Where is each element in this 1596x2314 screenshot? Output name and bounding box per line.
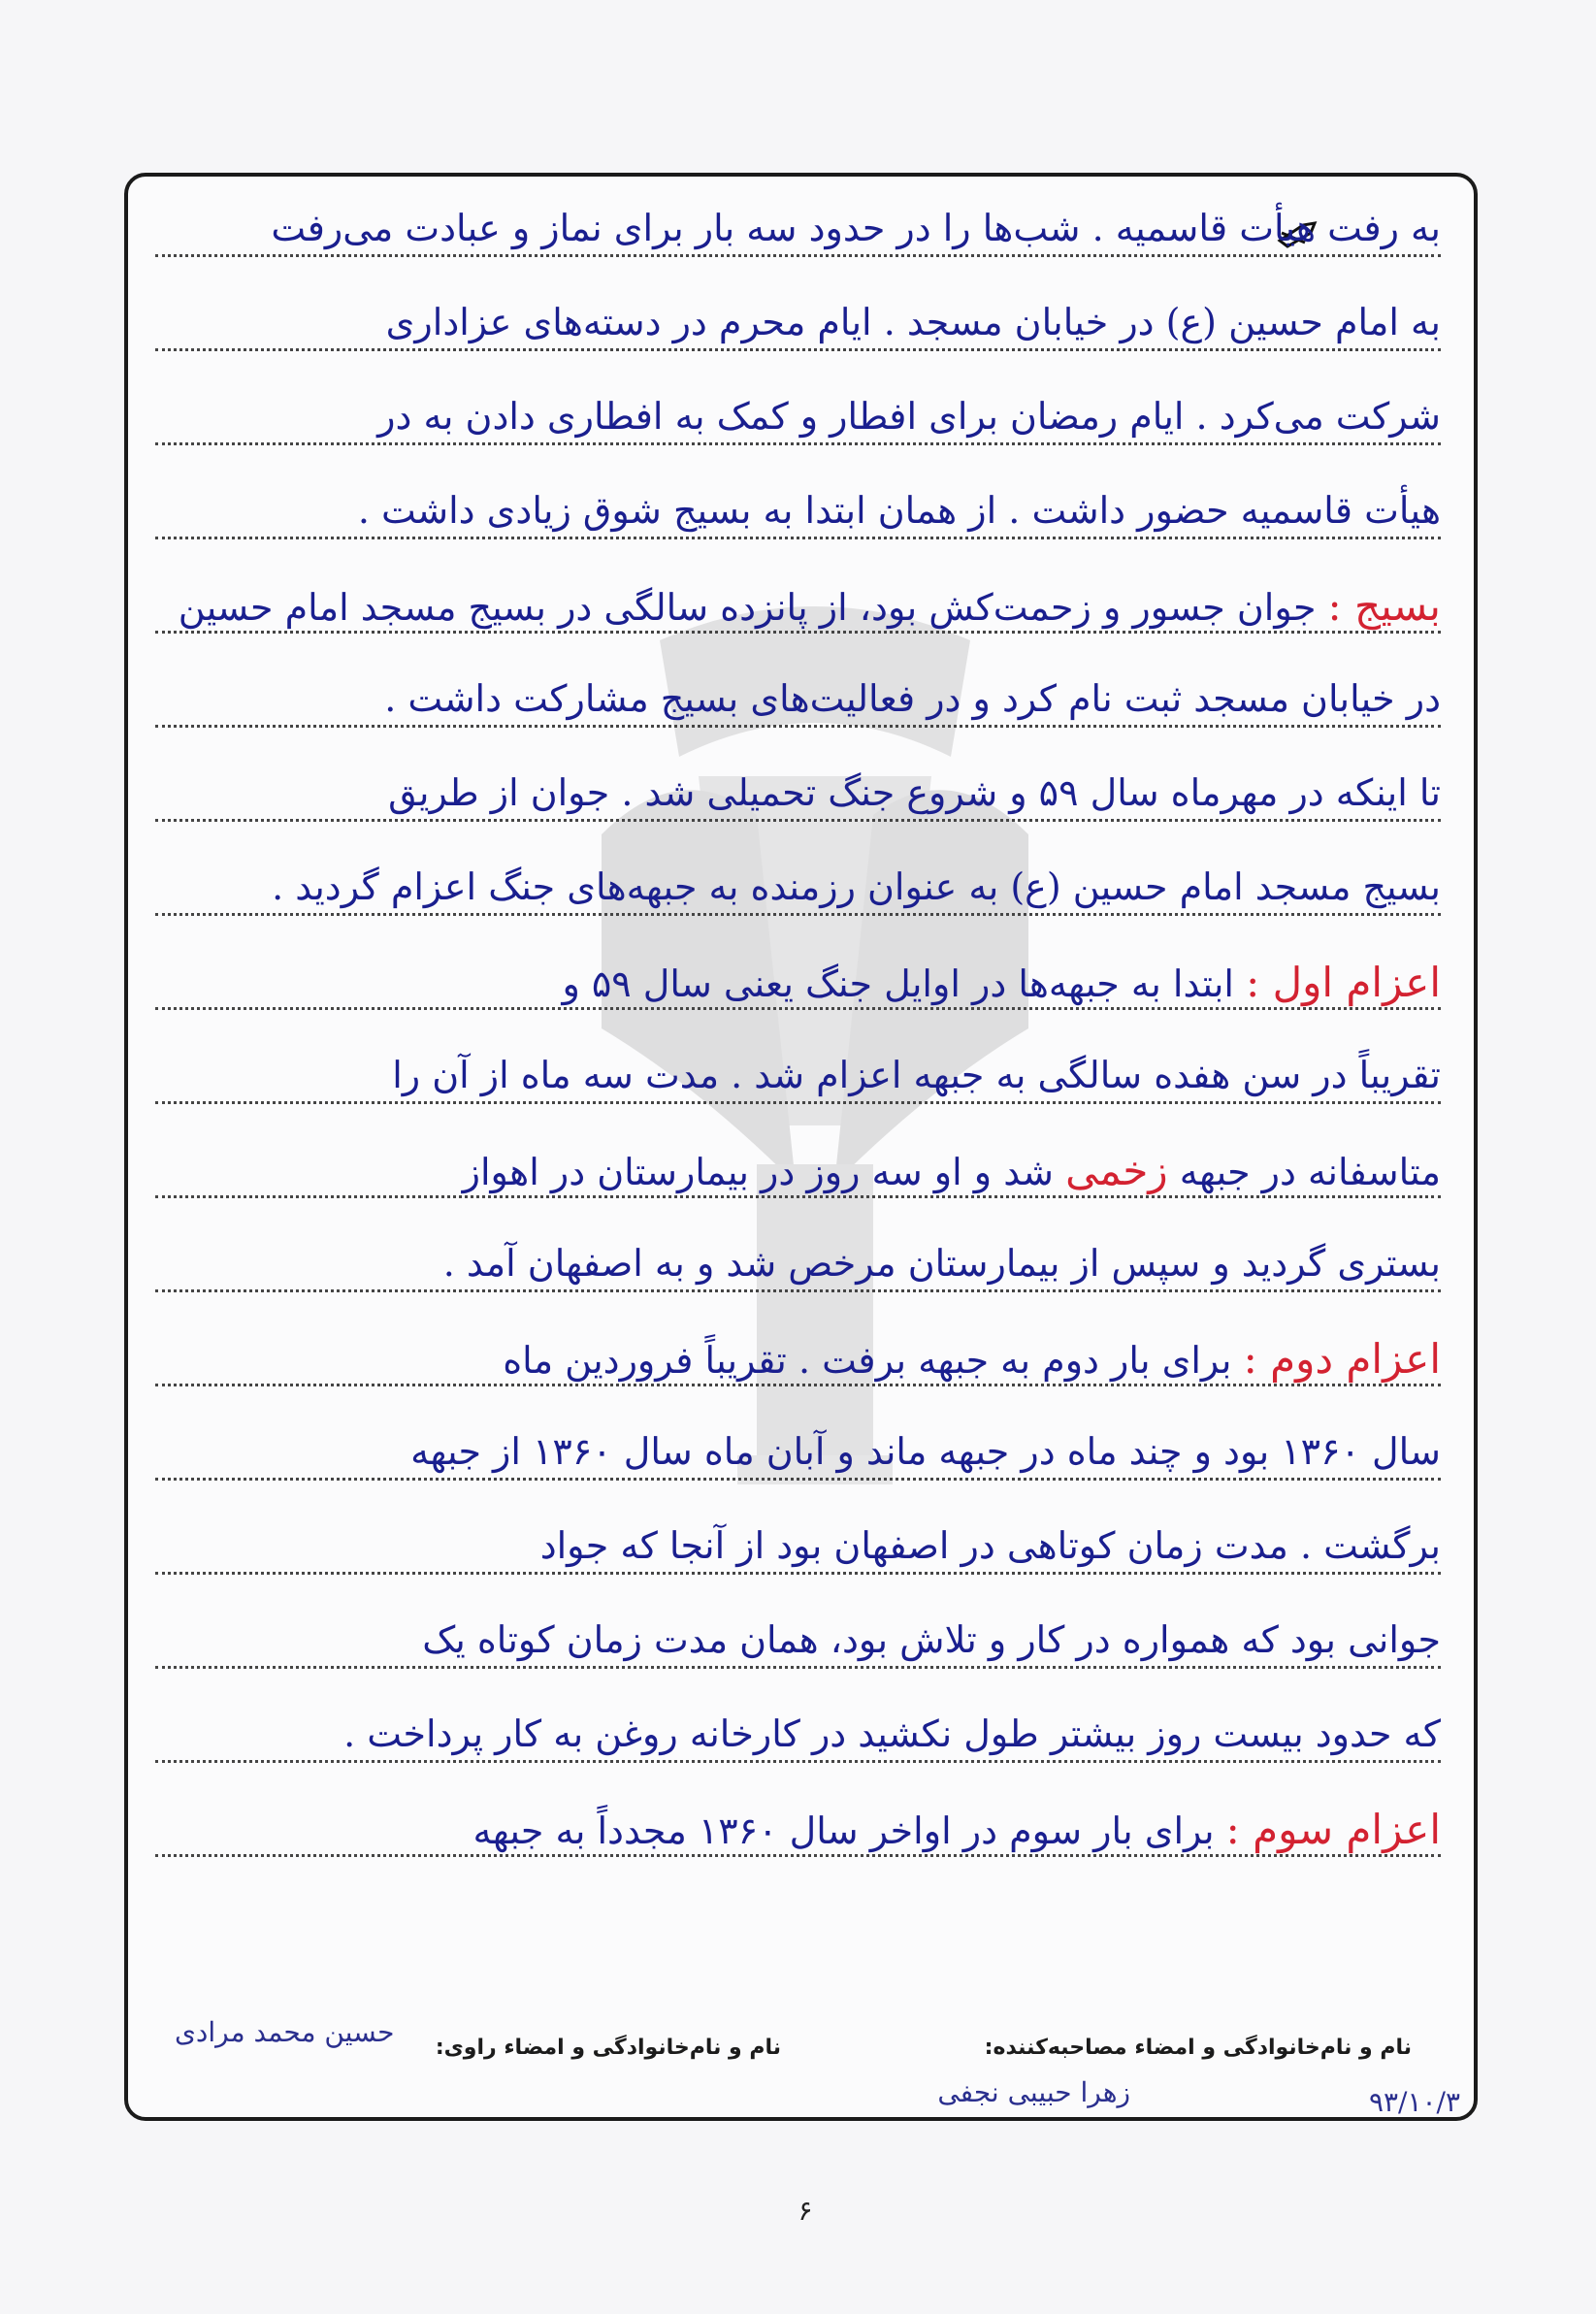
interview-date: ۹۳/۱۰/۳ — [1368, 2086, 1460, 2118]
dotted-rule — [155, 254, 1441, 257]
dotted-rule — [155, 1007, 1441, 1010]
line-text-main: که حدود بیست روز بیشتر طول نکشید در کارخانه روغن به کار پرداخت . — [343, 1712, 1441, 1755]
text-line — [141, 1147, 1441, 1194]
line-text-main: شرکت می‌کرد . ایام رمضان برای افطار و کمک به افطاری دادن به در — [377, 395, 1441, 438]
text-line — [141, 959, 1441, 1006]
text-line — [141, 207, 1441, 249]
text-line — [141, 582, 1441, 630]
line-text-main: بستری گردید و سپس از بیمارستان مرخص شد و به اصفهان آمد . — [442, 1242, 1441, 1285]
line-text-main: سال ۱۳۶۰ بود و چند ماه در جبهه ماند و آبان ماه سال ۱۳۶۰ از جبهه — [410, 1430, 1441, 1473]
line-text-after: شد و او سه روز در بیمارستان در اهواز — [462, 1151, 1054, 1193]
dotted-rule — [155, 1195, 1441, 1198]
line-text-main: برگشت . مدت زمان کوتاهی در اصفهان بود از آنجا که جواد — [539, 1524, 1441, 1567]
dotted-rule — [155, 442, 1441, 445]
line-text-main: تقریباً در سن هفده سالگی به جبهه اعزام شد . مدت سه ماه از آن را — [392, 1054, 1441, 1096]
section-heading: اعزام اول : — [1246, 959, 1441, 1006]
dotted-rule — [155, 1760, 1441, 1763]
line-text-main: به رفت هیأت قاسمیه . شب‌ها را در حدود سه بار برای نماز و عبادت می‌رفت — [271, 207, 1441, 249]
dotted-rule — [155, 1289, 1441, 1292]
text-line — [141, 677, 1441, 720]
dotted-rule — [155, 1572, 1441, 1575]
page-number: ۶ — [798, 2195, 813, 2227]
dotted-rule — [155, 1101, 1441, 1104]
line-text-main: بسیج مسجد امام حسین (ع) به عنوان رزمنده به جبهه‌های جنگ اعزام گردید . — [272, 865, 1441, 908]
line-text-main: به امام حسین (ع) در خیابان مسجد . ایام محرم در دسته‌های عزاداری — [385, 301, 1441, 343]
line-text-main: جوانی بود که همواره در کار و تلاش بود، همان مدت زمان کوتاه یک — [422, 1618, 1441, 1661]
dotted-rule — [155, 1666, 1441, 1669]
text-line — [141, 865, 1441, 908]
dotted-rule — [155, 1384, 1441, 1386]
dotted-rule — [155, 1478, 1441, 1481]
dotted-rule — [155, 913, 1441, 916]
text-line — [141, 1524, 1441, 1567]
narrator-signature: حسین محمد مرادی — [175, 2016, 395, 2048]
section-heading: اعزام سوم : — [1225, 1806, 1441, 1853]
dotted-rule — [155, 537, 1441, 539]
text-line — [141, 1054, 1441, 1096]
dotted-rule — [155, 631, 1441, 634]
text-line — [141, 1618, 1441, 1661]
interviewer-signature: زهرا حبیبی نجفی — [937, 2076, 1130, 2108]
line-text-main: هیأت قاسمیه حضور داشت . از همان ابتدا به بسیج شوق زیادی داشت . — [357, 489, 1441, 532]
text-line — [141, 301, 1441, 343]
interviewer-label: نام و نام‌خانوادگی و امضاء مصاحبه‌کننده: — [984, 2036, 1412, 2060]
line-text-main: برای بار سوم در اواخر سال ۱۳۶۰ مجدداً به جبهه — [472, 1809, 1215, 1852]
text-line — [141, 489, 1441, 532]
dotted-rule — [155, 1854, 1441, 1857]
section-heading: بسیج : — [1327, 582, 1441, 630]
line-text-main: در خیابان مسجد ثبت نام کرد و در فعالیت‌های بسیج مشارکت داشت . — [384, 677, 1441, 720]
dotted-rule — [155, 725, 1441, 728]
narrator-label: نام و نام‌خانوادگی و امضاء راوی: — [435, 2036, 781, 2060]
text-line — [141, 1242, 1441, 1285]
line-text-main: ابتدا به جبهه‌ها در اوایل جنگ یعنی سال ۵۹ و — [562, 962, 1234, 1005]
text-line — [141, 1430, 1441, 1473]
line-text-main: برای بار دوم به جبهه برفت . تقریباً فروردین ماه — [503, 1339, 1232, 1382]
text-line — [141, 1335, 1441, 1383]
text-line — [141, 1712, 1441, 1755]
dotted-rule — [155, 348, 1441, 351]
text-line — [141, 395, 1441, 438]
text-line — [141, 1806, 1441, 1853]
dotted-rule — [155, 819, 1441, 822]
line-text-main: متاسفانه در جبهه — [1179, 1151, 1441, 1193]
section-heading: اعزام دوم : — [1243, 1335, 1441, 1383]
line-text-main: جوان جسور و زحمت‌کش بود، از پانزده سالگی در بسیج مسجد امام حسین — [178, 586, 1317, 629]
highlight-heading: زخمی — [1065, 1147, 1168, 1194]
text-line — [141, 771, 1441, 814]
line-text-main: تا اینکه در مهرماه سال ۵۹ و شروع جنگ تحمیلی شد . جوان از طریق — [388, 771, 1441, 814]
